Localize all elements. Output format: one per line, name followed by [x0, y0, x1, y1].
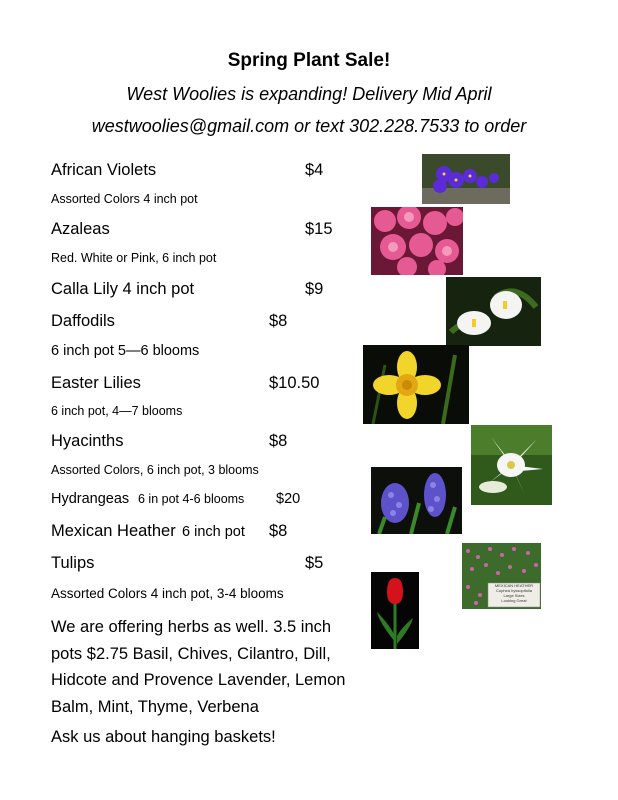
item-price-daffodils: $8	[269, 312, 288, 330]
heather-sign-line: MEXICAN HEATHER	[494, 583, 534, 588]
item-detail-hydrangeas: 6 in pot 4-6 blooms	[138, 492, 245, 506]
item-detail-tulips: Assorted Colors 4 inch pot, 3-4 blooms	[51, 586, 284, 601]
item-price-azaleas: $15	[305, 220, 333, 238]
calla-lily-photo	[446, 277, 541, 346]
baskets-line: Ask us about hanging baskets!	[51, 728, 276, 746]
azalea-photo	[371, 207, 463, 275]
subtitle: West Woolies is expanding! Delivery Mid April	[126, 84, 492, 104]
item-name-daffodils: Daffodils	[51, 312, 115, 330]
item-name-mexican-heather: Mexican Heather	[51, 522, 176, 540]
heather-sign	[488, 583, 540, 607]
easter-lily-photo	[471, 425, 552, 505]
item-name-easter-lilies: Easter Lilies	[51, 374, 141, 392]
item-detail-mexican-heather: 6 inch pot	[182, 524, 245, 540]
item-name-hydrangeas: Hydrangeas	[51, 491, 130, 507]
contact-line: westwoolies@gmail.com or text 302.228.7533 to order	[91, 116, 527, 136]
page-title: Spring Plant Sale!	[227, 50, 391, 71]
item-price-mexican-heather: $8	[269, 522, 288, 540]
item-detail-daffodils: 6 inch pot 5—6 blooms	[51, 343, 200, 359]
tulip-photo	[371, 572, 419, 649]
heather-sign-line: Cuphea hyssopifolia	[495, 588, 533, 593]
herbs-paragraph: We are offering herbs as well. 3.5 inch pots $2.75 Basil, Chives, Cilantro, Dill, Hidcote and Provence Lavender, Lemon Balm, Mint, Thyme, Verbena	[51, 618, 346, 716]
heather-sign-line: Large Sizes	[503, 593, 525, 598]
daffodil-photo	[363, 345, 469, 424]
item-name-azaleas: Azaleas	[51, 220, 110, 238]
hyacinth-photo	[371, 467, 462, 534]
item-price-tulips: $5	[305, 554, 324, 572]
item-detail-hyacinths: Assorted Colors, 6 inch pot, 3 blooms	[51, 463, 259, 477]
item-detail-azaleas: Red. White or Pink, 6 inch pot	[51, 251, 217, 265]
mexican-heather-photo	[462, 543, 541, 609]
item-detail-easter-lilies: 6 inch pot, 4—7 blooms	[51, 404, 183, 418]
item-price-hyacinths: $8	[269, 432, 288, 450]
item-price-calla-lily: $9	[305, 280, 324, 298]
item-price-african-violets: $4	[305, 161, 324, 179]
violet-photo	[422, 154, 510, 204]
item-name-calla-lily: Calla Lily 4 inch pot	[51, 280, 195, 298]
item-name-tulips: Tulips	[51, 554, 95, 572]
item-price-easter-lilies: $10.50	[269, 374, 320, 392]
item-detail-african-violets: Assorted Colors 4 inch pot	[51, 192, 198, 206]
item-name-african-violets: African Violets	[51, 161, 157, 179]
heather-sign-line: Looking Great	[501, 598, 527, 603]
item-price-hydrangeas: $20	[276, 491, 301, 507]
item-name-hyacinths: Hyacinths	[51, 432, 124, 450]
